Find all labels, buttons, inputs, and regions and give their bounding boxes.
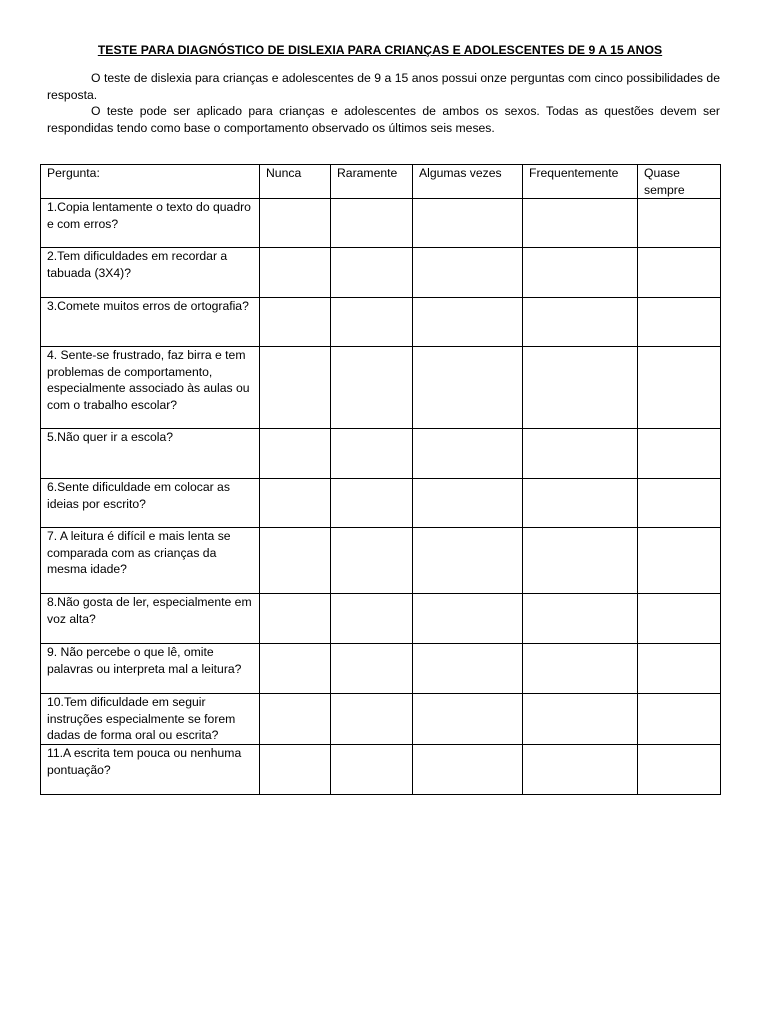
table-row xyxy=(41,248,721,298)
answer-cell-frequently[interactable] xyxy=(523,479,638,528)
answer-cell-almost-always[interactable] xyxy=(638,199,721,248)
question-text: 10.Tem dificuldade em seguir instruções especialmente se forem dadas de forma oral ou escrita? xyxy=(41,694,260,745)
answer-cell-never[interactable] xyxy=(260,347,331,429)
answer-cell-rarely[interactable] xyxy=(331,429,413,479)
answer-cell-sometimes[interactable] xyxy=(413,744,523,794)
answer-cell-never[interactable] xyxy=(260,594,331,644)
answer-cell-rarely[interactable] xyxy=(331,298,413,347)
answer-cell-frequently[interactable] xyxy=(523,594,638,644)
table-header-row xyxy=(41,165,721,199)
answer-cell-rarely[interactable] xyxy=(331,644,413,694)
answer-cell-never[interactable] xyxy=(260,429,331,479)
table-row xyxy=(41,594,721,644)
header-question: Pergunta: xyxy=(41,165,260,199)
answer-cell-never[interactable] xyxy=(260,298,331,347)
answer-cell-rarely[interactable] xyxy=(331,694,413,745)
answer-cell-never[interactable] xyxy=(260,744,331,794)
answer-cell-frequently[interactable] xyxy=(523,199,638,248)
answer-cell-almost-always[interactable] xyxy=(638,644,721,694)
answer-cell-sometimes[interactable] xyxy=(413,248,523,298)
answer-cell-almost-always[interactable] xyxy=(638,744,721,794)
answer-cell-never[interactable] xyxy=(260,479,331,528)
answer-cell-never[interactable] xyxy=(260,528,331,594)
header-sometimes: Algumas vezes xyxy=(413,165,523,199)
table-row xyxy=(41,479,721,528)
answer-cell-sometimes[interactable] xyxy=(413,298,523,347)
answer-cell-sometimes[interactable] xyxy=(413,347,523,429)
answer-cell-rarely[interactable] xyxy=(331,248,413,298)
question-text: 11.A escrita tem pouca ou nenhuma pontuação? xyxy=(41,744,260,794)
answer-cell-rarely[interactable] xyxy=(331,479,413,528)
question-text: 4. Sente-se frustrado, faz birra e tem problemas de comportamento, especialmente associado às aulas ou com o trabalho escolar? xyxy=(41,347,260,429)
answer-cell-never[interactable] xyxy=(260,694,331,745)
table-row xyxy=(41,429,721,479)
intro-paragraph-2: O teste pode ser aplicado para crianças e adolescentes de ambos os sexos. Todas as questões devem ser respondidas tendo como base o comportamento observado os últimos seis meses. xyxy=(47,104,720,135)
answer-cell-sometimes[interactable] xyxy=(413,694,523,745)
table-row xyxy=(41,744,721,794)
answer-cell-rarely[interactable] xyxy=(331,744,413,794)
answer-cell-never[interactable] xyxy=(260,248,331,298)
answer-cell-frequently[interactable] xyxy=(523,298,638,347)
answer-cell-frequently[interactable] xyxy=(523,644,638,694)
table-row xyxy=(41,298,721,347)
table-row xyxy=(41,644,721,694)
answer-cell-frequently[interactable] xyxy=(523,248,638,298)
answer-cell-rarely[interactable] xyxy=(331,528,413,594)
answer-cell-frequently[interactable] xyxy=(523,429,638,479)
answer-cell-almost-always[interactable] xyxy=(638,298,721,347)
question-text: 9. Não percebe o que lê, omite palavras ou interpreta mal a leitura? xyxy=(41,644,260,694)
answer-cell-frequently[interactable] xyxy=(523,744,638,794)
intro-paragraph-1: O teste de dislexia para crianças e adolescentes de 9 a 15 anos possui onze perguntas com cinco possibilidades de resposta. xyxy=(47,71,720,102)
answer-cell-rarely[interactable] xyxy=(331,594,413,644)
answer-cell-sometimes[interactable] xyxy=(413,528,523,594)
table-row xyxy=(41,694,721,745)
answer-cell-sometimes[interactable] xyxy=(413,594,523,644)
answer-cell-sometimes[interactable] xyxy=(413,429,523,479)
answer-cell-never[interactable] xyxy=(260,199,331,248)
question-text: 6.Sente dificuldade em colocar as ideias por escrito? xyxy=(41,479,260,528)
table-row xyxy=(41,347,721,429)
header-almost-always: Quase sempre xyxy=(638,165,721,199)
answer-cell-rarely[interactable] xyxy=(331,199,413,248)
answer-cell-frequently[interactable] xyxy=(523,694,638,745)
answer-cell-rarely[interactable] xyxy=(331,347,413,429)
intro-text xyxy=(47,70,720,136)
header-rarely: Raramente xyxy=(331,165,413,199)
answer-cell-almost-always[interactable] xyxy=(638,248,721,298)
answer-cell-sometimes[interactable] xyxy=(413,479,523,528)
answer-cell-frequently[interactable] xyxy=(523,347,638,429)
answer-cell-sometimes[interactable] xyxy=(413,199,523,248)
table-row xyxy=(41,199,721,248)
answer-cell-almost-always[interactable] xyxy=(638,429,721,479)
question-text: 1.Copia lentamente o texto do quadro e com erros? xyxy=(41,199,260,248)
answer-cell-almost-always[interactable] xyxy=(638,594,721,644)
question-text: 2.Tem dificuldades em recordar a tabuada (3X4)? xyxy=(41,248,260,298)
question-text: 3.Comete muitos erros de ortografia? xyxy=(41,298,260,347)
answer-cell-almost-always[interactable] xyxy=(638,479,721,528)
answer-cell-never[interactable] xyxy=(260,644,331,694)
header-never: Nunca xyxy=(260,165,331,199)
answer-cell-sometimes[interactable] xyxy=(413,644,523,694)
answer-cell-frequently[interactable] xyxy=(523,528,638,594)
table-row xyxy=(41,528,721,594)
answer-cell-almost-always[interactable] xyxy=(638,347,721,429)
answer-cell-almost-always[interactable] xyxy=(638,694,721,745)
question-text: 8.Não gosta de ler, especialmente em voz alta? xyxy=(41,594,260,644)
document-title: TESTE PARA DIAGNÓSTICO DE DISLEXIA PARA CRIANÇAS E ADOLESCENTES DE 9 A 15 ANOS xyxy=(97,43,663,57)
question-text: 5.Não quer ir a escola? xyxy=(41,429,260,479)
answer-cell-almost-always[interactable] xyxy=(638,528,721,594)
questions-table xyxy=(40,164,721,795)
header-frequently: Frequentemente xyxy=(523,165,638,199)
question-text: 7. A leitura é difícil e mais lenta se comparada com as crianças da mesma idade? xyxy=(41,528,260,594)
